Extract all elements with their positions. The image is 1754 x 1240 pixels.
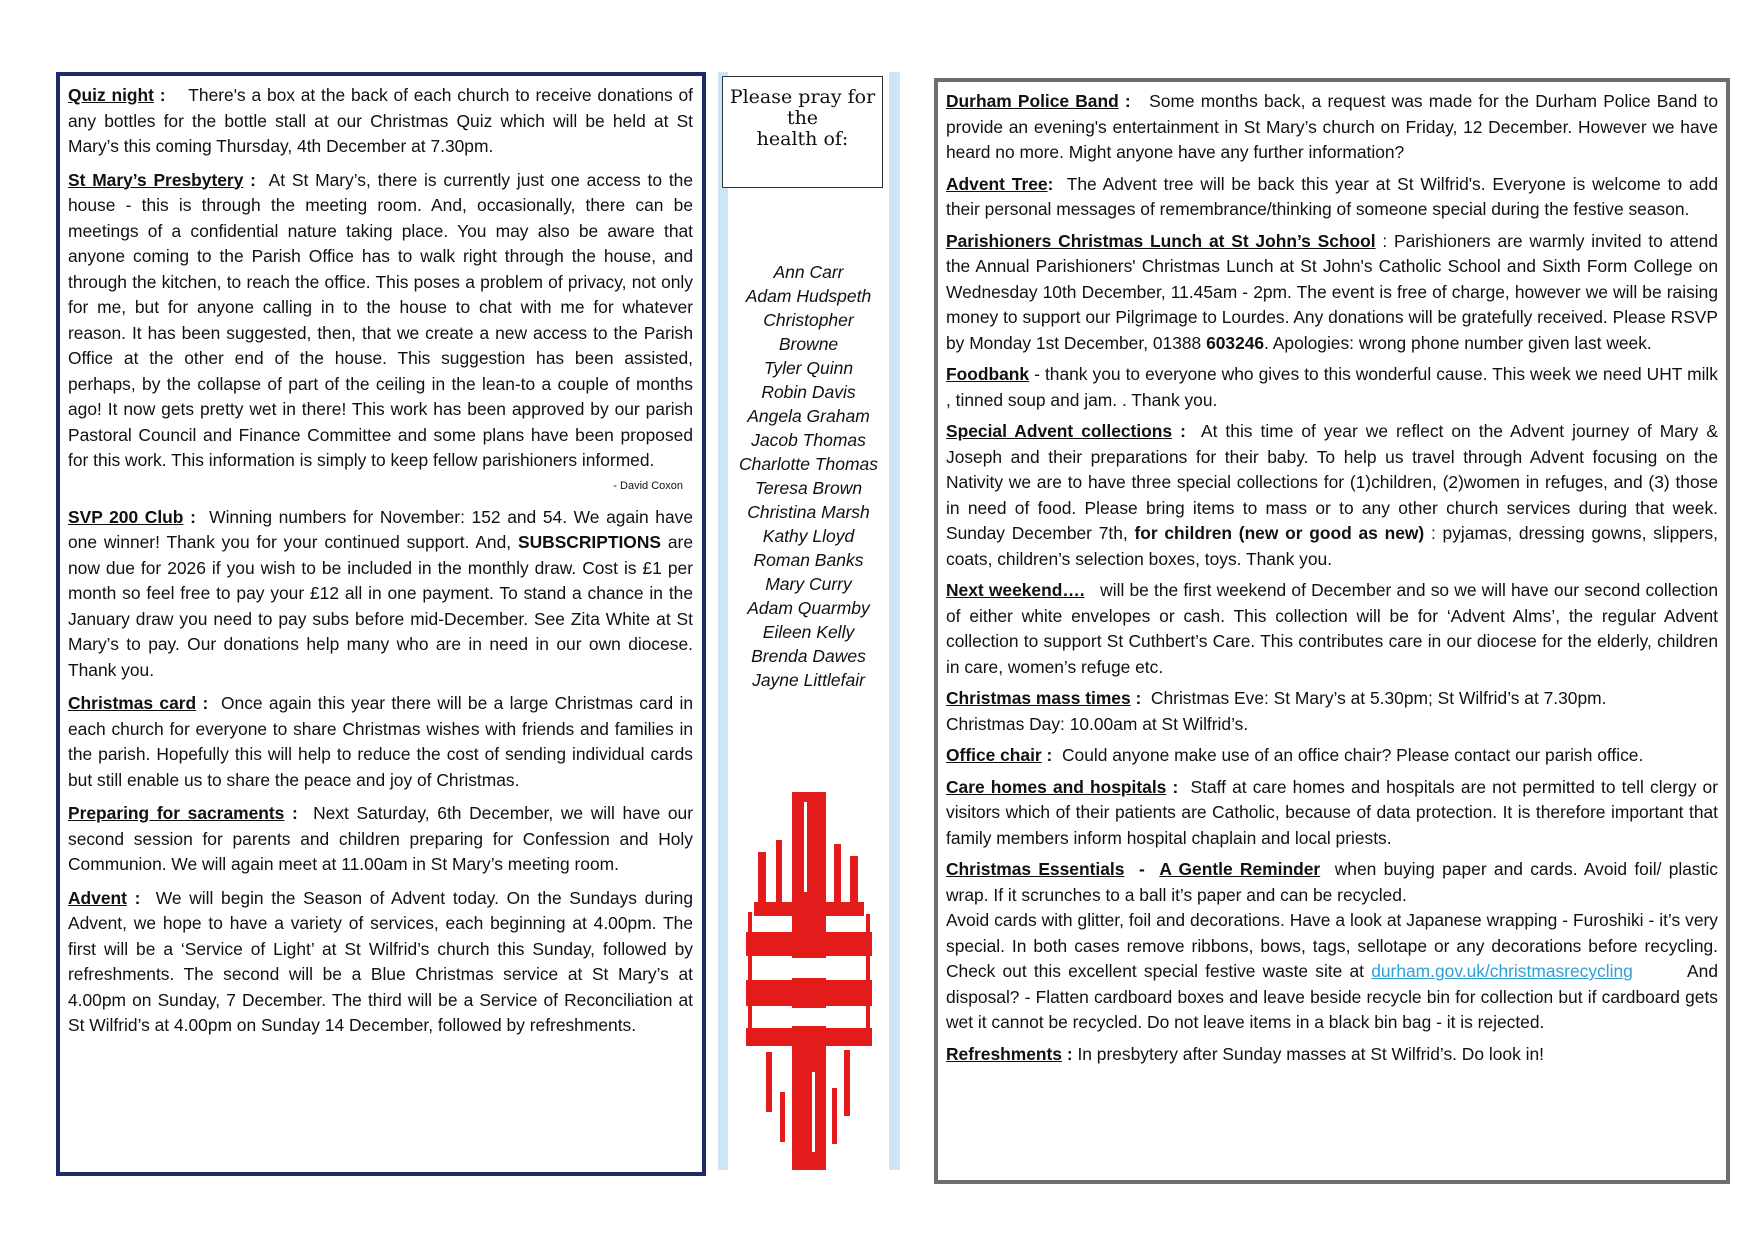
red-cross-icon (746, 792, 872, 1170)
mass-times-heading: Christmas mass times (946, 688, 1131, 708)
prayer-name: Adam Hudspeth (745, 286, 872, 306)
christmas-card-heading: Christmas card (68, 693, 197, 713)
left-column (56, 72, 706, 1176)
next-weekend-notice: Next weekend…. will be the first weekend of December and so we will have our second collection of either white envelopes or cash. This collection will be for ‘Advent Alms’, the regular Advent collection to support St Cuthbert’s Care. This contributes care in our diocese for the elderly, children in care, women’s refuge etc. (946, 580, 1719, 677)
prayer-name: Kathy Lloyd (762, 526, 855, 546)
foodbank-heading: Foodbank (946, 364, 1030, 384)
advent-heading: Advent (68, 887, 127, 908)
svp-heading: SVP 200 Club (68, 506, 184, 527)
prayer-heading-line: Please pray for (729, 86, 876, 108)
foodbank-notice: Foodbank - thank you to everyone who gives to this wonderful cause. This week we need UHT milk , tinned soup and jam. . Thank you. (946, 364, 1718, 410)
christmas-lunch-notice: Parishioners Christmas Lunch at St John’s School : Parishioners are warmly invited to attend the Annual Parishioners' Christmas Lunch at St John's Catholic School and Sixth Form College on Wednesday 10th December, 11.45am - 2pm. The event is free of charge, however we will be raising money to support our Pilgrimage to Lourdes. Any donations will be gratefully received. Please RSVP by Monday 1st December, 01388 603246. Apologies: wrong phone number given last week. (946, 230, 1718, 353)
christmas-card-notice: Christmas card : Once again this year there will be a large Christmas card in each church for everyone to share Christmas wishes with friends and families in the parish. Hopefully this will help to reduce the cost of sending individual cards but still enable us to share the peace and joy of Christmas. (68, 693, 694, 790)
prayer-name: Robin Davis (761, 382, 856, 402)
prayer-names-list (718, 260, 899, 692)
prayer-column (718, 72, 900, 1170)
advent-collections-notice: Special Advent collections : At this time of year we reflect on the Advent journey of Mary & Joseph and their preparations for their baby. To help us travel through Advent focusing on the Nativity we are to have three special collections for (1)children, (2)women in refuges, and (3) those in need of food. Please bring items to mass or to any other church services during that week. Sunday December 7th, for children (new or good as new) : pyjamas, dressing gowns, slippers, coats, children’s selection boxes, toys. Thank you. (946, 421, 1718, 569)
prayer-name: Eileen Kelly (762, 622, 855, 642)
right-column (934, 78, 1730, 1184)
office-chair-heading: Office chair (946, 745, 1042, 765)
presbytery-heading: St Mary’s Presbytery (68, 169, 244, 190)
presbytery-notice: St Mary’s Presbytery : At St Mary’s, there is currently just one access to the house - this is through the meeting room. And, occasionally, there can be meetings of a confidential nature taking place. You may also be aware that anyone coming to the Parish Office has to walk right through the house, and through the kitchen, to reach the office. This poses a problem of privacy, not only for me, but for anyone calling in to the house to chat with me for whatever reason. It has been suggested, then, that we create a new access to the Parish Office at the other end of the house. This suggestion has been assisted, perhaps, by the collapse of part of the ceiling in the lean-to a couple of months ago! It now gets pretty wet in there! This work has been approved by our parish Pastoral Council and Finance Committee and some plans have been proposed for this work. This information is simply to keep fellow parishioners informed. (68, 169, 693, 470)
prayer-name: Brenda Dawes (751, 646, 866, 666)
prayer-heading-line: health of: (756, 128, 849, 150)
mass-times-notice: Christmas mass times : Christmas Eve: St Mary’s at 5.30pm; St Wilfrid’s at 7.30pm. Christmas Day: 10.00am at St Wilfrid’s. (946, 688, 1607, 734)
phone-number: 603246 (1206, 332, 1265, 353)
refreshments-heading: Refreshments (946, 1043, 1062, 1064)
christmas-essentials-heading: Christmas Essentials (946, 859, 1125, 879)
prayer-name: Teresa Brown (754, 478, 863, 498)
presbytery-text: At St Mary’s, there is currently just one access to the house - this is through the meeting room. And, occasionally, there can be meetings of a confidential nature taking place. You may also be aware that anyone coming to the Parish Office has to walk right through the house, and through the kitchen, to reach the office. This poses a problem of privacy, not only for me, but for anyone calling in to the house to chat with me for whatever reason. It has been suggested, then, that we create a new access to the Parish Office at the other end of the house. This suggestion has been assisted, perhaps, by the collapse of part of the ceiling in the lean-to a couple of months ago! It now gets pretty wet in there! This work has been approved by our parish Pastoral Council and Finance Committee and some plans have been proposed for this work. This information is simply to keep fellow parishioners informed. (68, 169, 693, 470)
recycling-link[interactable]: durham.gov.uk/christmasrecycling (1371, 961, 1633, 981)
quiz-night-notice: Quiz night : There's a box at the back of each church to receive donations of any bottles for the bottle stall at our Christmas Quiz which will be held at St Mary’s this coming Thursday, 4th December at 7.30pm. (68, 85, 694, 156)
advent-tree-notice: Advent Tree: The Advent tree will be back this year at St Wilfrid's. Everyone is welcome to add their personal messages of remembrance/thinking of someone special during the festive season. (946, 173, 1718, 219)
prayer-name: Adam Quarmby (747, 598, 870, 618)
prayer-name: Christina Marsh (747, 502, 870, 522)
advent-collections-heading: Special Advent collections (946, 421, 1173, 441)
prayer-name: Tyler Quinn (763, 358, 854, 378)
christmas-lunch-heading: Parishioners Christmas Lunch at St John’s School (946, 230, 1376, 251)
quiz-night-heading: Quiz night (68, 85, 154, 105)
police-band-notice: Durham Police Band : Some months back, a request was made for the Durham Police Band to provide an evening's entertainment in St Mary’s church on Friday, 12 December. However we have heard no more. Might anyone have any further information? (946, 91, 1719, 162)
prayer-heading-line: the (786, 107, 819, 129)
sacraments-notice: Preparing for sacraments : Next Saturday, 6th December, we will have our second session for parents and children preparing for Confession and Holy Communion. We will again meet at 11.00am in St Mary’s meeting room. (68, 803, 694, 874)
quiz-night-text: There's a box at the back of each church to receive donations of any bottles for the bottle stall at our Christmas Quiz which will be held at St Mary’s this coming Thursday, 4th December at 7.30pm. (68, 85, 694, 156)
office-chair-notice: Office chair : Could anyone make use of an office chair? Please contact our parish office. (946, 745, 1644, 765)
signature: - David Coxon (613, 479, 683, 492)
prayer-name: Ann Carr (773, 262, 844, 282)
christmas-essentials-notice: Christmas Essentials - A Gentle Reminder when buying paper and cards. Avoid foil/ plastic wrap. If it scrunches to a ball it’s paper and can be recycled. Avoid cards with glitter, foil and decorations. Have a look at Japanese wrapping - Furoshiki - it’s very special. In both cases remove ribbons, bows, tags, sellotape or any decorations before recycling. Check out this excellent special festive waste site at durham.gov.uk/christmasrecycling And disposal? - Flatten cardboard boxes and leave beside recycle bin for collection but if cardboard gets wet it cannot be recycled. Do not leave items in a black bin bag - it is rejected. (946, 859, 1718, 1032)
gentle-reminder-heading: A Gentle Reminder (1159, 859, 1321, 879)
prayer-heading-box (722, 76, 883, 188)
svp-notice: SVP 200 Club : Winning numbers for November: 152 and 54. We again have one winner! Thank you for your continued support. And, SUBSCRIPTIONS are now due for 2026 if you wish to be included in the monthly draw. Cost is £1 per month so feel free to pay your £12 all in one payment. To stand a chance in the January draw you need to pay subs before mid-December. See Zita White at St Mary’s to pay. Our donations help many who are in need in our own diocese. Thank you. (68, 506, 693, 680)
prayer-name: Jayne Littlefair (752, 670, 865, 690)
next-weekend-heading: Next weekend…. (946, 580, 1085, 600)
prayer-name: Jacob Thomas (751, 430, 866, 450)
advent-tree-heading: Advent Tree (946, 173, 1048, 194)
care-homes-notice: Care homes and hospitals : Staff at care homes and hospitals are not permitted to tell clergy or visitors which of their patients are Catholic, because of data protection. It is therefore important that family members inform hospital chaplain and local priests. (946, 776, 1718, 848)
refreshments-notice: Refreshments : In presbytery after Sunday masses at St Wilfrid’s. Do look in! (946, 1043, 1544, 1064)
prayer-name: Charlotte Thomas (738, 454, 879, 474)
prayer-name: Angela Graham (747, 406, 870, 426)
care-homes-heading: Care homes and hospitals (946, 776, 1167, 797)
subscriptions-label: SUBSCRIPTIONS (517, 532, 661, 552)
police-band-heading: Durham Police Band (946, 91, 1119, 111)
prayer-name: Christopher (763, 310, 854, 330)
prayer-name: Mary Curry (765, 574, 852, 594)
prayer-name: Roman Banks (753, 550, 864, 570)
advent-notice: Advent : We will begin the Season of Advent today. On the Sundays during Advent, we hope to have a variety of services, each beginning at 4.00pm. The first will be a ‘Service of Light’ at St Wilfrid’s church this Sunday, followed by refreshments. The second will be a Blue Christmas service at St Mary’s at 4.00pm on Sunday, 7 December. The third will be a Service of Reconciliation at St Wilfrid’s at 4.00pm on Sunday 14 December, followed by refreshments. (68, 887, 693, 1035)
prayer-name: Browne (778, 334, 839, 354)
sacraments-heading: Preparing for sacraments (68, 803, 285, 823)
